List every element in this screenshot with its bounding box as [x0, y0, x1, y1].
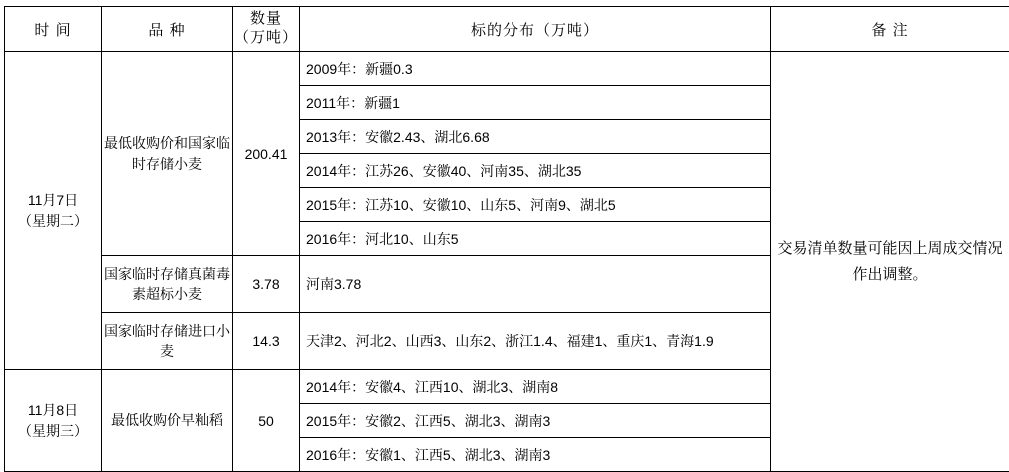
distribution-row [300, 256, 770, 312]
distribution-row [300, 404, 770, 437]
column-header-distribution: 标的分布（万吨） [300, 7, 771, 52]
cell-note: 交易清单数量可能因上周成交情况作出调整。 [771, 52, 1009, 472]
cell-quantity: 3.78 [233, 256, 300, 313]
distribution-row [300, 188, 770, 222]
distribution-item: 2009年：新疆0.3 [300, 52, 770, 86]
cell-time-day2 [5, 370, 102, 472]
distribution-list [300, 404, 770, 437]
cell-quantity: 14.3 [233, 313, 300, 370]
cell-distribution [300, 404, 771, 438]
time-line1: 11月7日 [5, 190, 101, 211]
distribution-item: 2013年：安徽2.43、湖北6.68 [300, 120, 770, 154]
column-header-note: 备 注 [771, 7, 1009, 52]
cell-time-day1 [5, 52, 102, 370]
distribution-list [300, 256, 770, 312]
cell-kind: 最低收购价早籼稻 [102, 370, 233, 472]
cell-distribution [300, 438, 771, 472]
distribution-item: 2016年：河北10、山东5 [300, 222, 770, 256]
cell-distribution [300, 256, 771, 313]
distribution-item: 2015年：江苏10、安徽10、山东5、河南9、湖北5 [300, 188, 770, 222]
cell-kind: 最低收购价和国家临时存储小麦 [102, 52, 233, 256]
cell-quantity: 200.41 [233, 52, 300, 256]
distribution-row [300, 52, 770, 86]
distribution-item: 2011年：新疆1 [300, 86, 770, 120]
distribution-list [300, 438, 770, 471]
distribution-list [300, 370, 770, 403]
table-header-row [5, 7, 1009, 52]
table-row [5, 52, 1009, 256]
cell-quantity: 50 [233, 370, 300, 472]
time-line2: （星期二） [5, 211, 101, 232]
table-header [5, 7, 1009, 52]
cell-kind: 国家临时存储真菌毒素超标小麦 [102, 256, 233, 313]
distribution-row [300, 154, 770, 188]
distribution-row [300, 313, 770, 369]
column-header-time: 时 间 [5, 7, 102, 52]
schedule-table [4, 6, 1009, 472]
distribution-list [300, 52, 770, 255]
distribution-row [300, 438, 770, 471]
distribution-row [300, 86, 770, 120]
distribution-row [300, 370, 770, 403]
column-header-quantity-line1: 数量 [233, 10, 299, 29]
cell-distribution [300, 313, 771, 370]
column-header-quantity [233, 7, 300, 52]
time-line1: 11月8日 [5, 400, 101, 421]
distribution-item: 2016年：安徽1、江西5、湖北3、湖南3 [300, 438, 770, 471]
cell-distribution [300, 52, 771, 256]
distribution-item: 2014年：江苏26、安徽40、河南35、湖北35 [300, 154, 770, 188]
distribution-row [300, 120, 770, 154]
distribution-item: 天津2、河北2、山西3、山东2、浙江1.4、福建1、重庆1、青海1.9 [300, 313, 770, 369]
time-line2: （星期三） [5, 421, 101, 442]
distribution-item: 2015年：安徽2、江西5、湖北3、湖南3 [300, 404, 770, 437]
distribution-item: 2014年：安徽4、江西10、湖北3、湖南8 [300, 370, 770, 403]
cell-distribution [300, 370, 771, 404]
distribution-row [300, 222, 770, 256]
distribution-item: 河南3.78 [300, 256, 770, 312]
table-body [5, 52, 1009, 472]
column-header-quantity-line2: （万吨） [233, 29, 299, 48]
column-header-kind: 品 种 [102, 7, 233, 52]
cell-kind: 国家临时存储进口小麦 [102, 313, 233, 370]
distribution-list [300, 313, 770, 369]
